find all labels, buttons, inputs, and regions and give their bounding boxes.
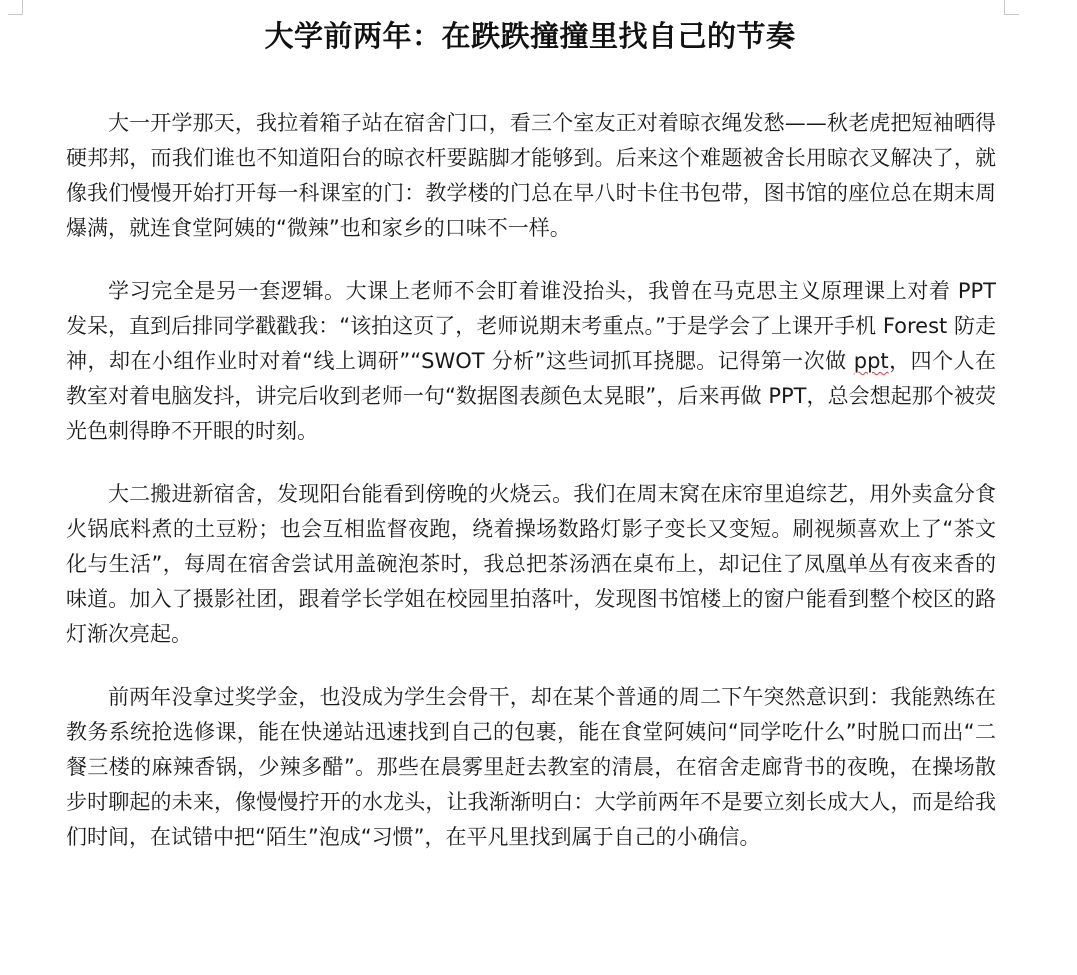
- paragraph-2-text-before: 学习完全是另一套逻辑。大课上老师不会盯着谁没抬头，我曾在马克思主义原理课上对着 PPT 发呆，直到后排同学戳戳我：“该拍这页了，老师说期末考重点。”于是学会了上课开手机 Forest 防走神，却在小组作业时对着“线上调研”“SWOT 分析”这些词抓耳挠腮。记得第一次做: [66, 279, 996, 373]
- paragraph-3: 大二搬进新宿舍，发现阳台能看到傍晚的火烧云。我们在周末窝在床帘里追综艺，用外卖盒分食火锅底料煮的土豆粉；也会互相监督夜跑，绕着操场数路灯影子变长又变短。刷视频喜欢上了“茶文化与生活”，每周在宿舍尝试用盖碗泡茶时，我总把茶汤洒在桌布上，却记住了凤凰单丛有夜来香的味道。加入了摄影社团，跟着学长学姐在校园里拍落叶，发现图书馆楼上的窗户能看到整个校区的路灯渐次亮起。: [66, 482, 996, 646]
- paragraph-4: 前两年没拿过奖学金，也没成为学生会骨干，却在某个普通的周二下午突然意识到：我能熟练在教务系统抢选修课，能在快递站迅速找到自己的包裹，能在食堂阿姨问“同学吃什么”时脱口而出“二餐三楼的麻辣香锅，少辣多醋”。那些在晨雾里赶去教室的清晨，在宿舍走廊背书的夜晚，在操场散步时聊起的未来，像慢慢拧开的水龙头，让我渐渐明白：大学前两年不是要立刻长成大人，而是给我们时间，在试错中把“陌生”泡成“习惯”，在平凡里找到属于自己的小确信。: [66, 685, 996, 849]
- document-title: 大学前两年：在跌跌撞撞里找自己的节奏: [264, 19, 796, 53]
- page-corner-mark-right: [1004, 0, 1019, 15]
- paragraph-1: 大一开学那天，我拉着箱子站在宿舍门口，看三个室友正对着晾衣绳发愁——秋老虎把短袖晒得硬邦邦，而我们谁也不知道阳台的晾衣杆要踮脚才能够到。后来这个难题被舍长用晾衣叉解决了，就像我们慢慢开始打开每一科课室的门：教学楼的门总在早八时卡住书包带，图书馆的座位总在期末周爆满，就连食堂阿姨的“微辣”也和家乡的口味不一样。: [66, 111, 996, 240]
- document-body: [66, 106, 996, 855]
- paragraph-2: [66, 274, 996, 449]
- spellcheck-flagged-word[interactable]: ppt: [853, 349, 889, 373]
- paragraph-2-text-after: ，四个人在教室对着电脑发抖，讲完后收到老师一句“数据图表颜色太晃眼”，后来再做 PPT，总会想起那个被荧光色刺得睁不开眼的时刻。: [66, 349, 997, 443]
- page-corner-mark-left: [8, 0, 23, 15]
